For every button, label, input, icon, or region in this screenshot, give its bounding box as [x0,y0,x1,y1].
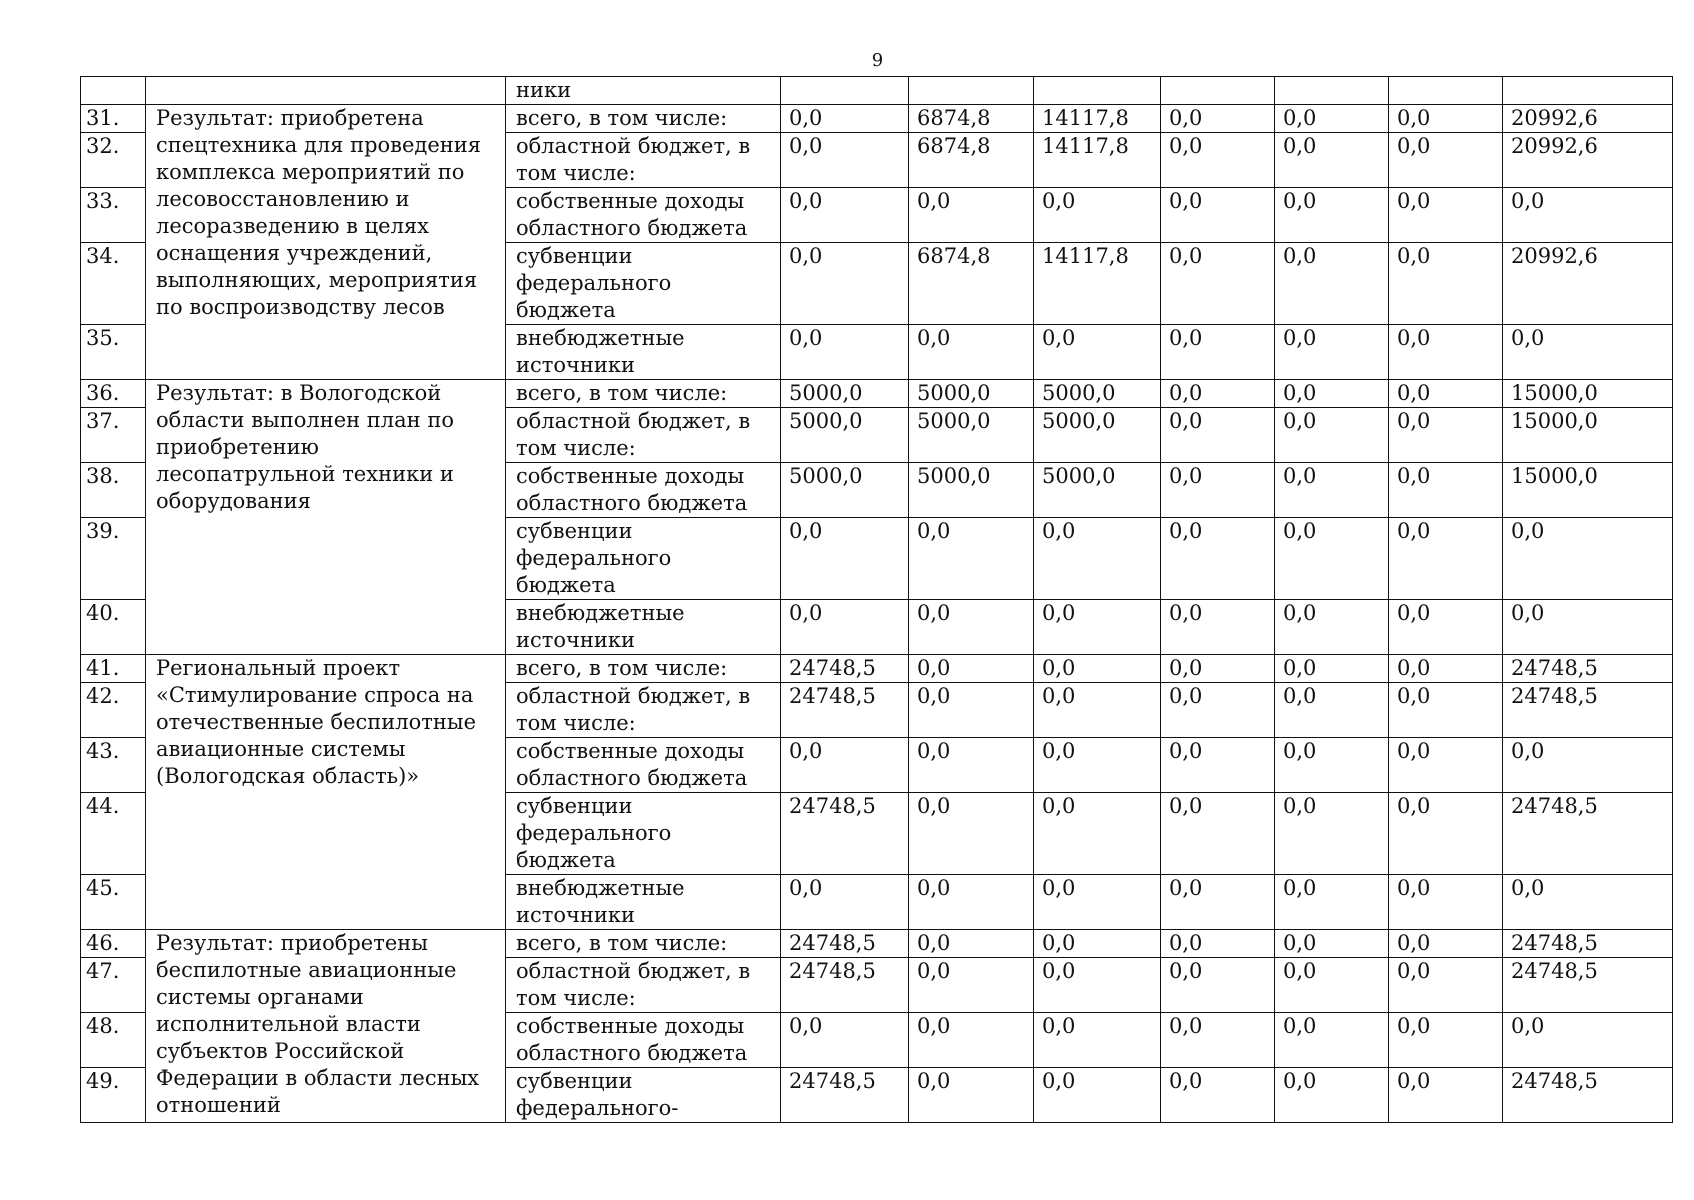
value-cell: 0,0 [1161,600,1275,655]
value-cell: 0,0 [1275,958,1389,1013]
value-cell: 6874,8 [909,133,1034,188]
value-cell: 0,0 [781,243,909,325]
value-cell: 0,0 [1034,738,1161,793]
value-cell: 0,0 [909,793,1034,875]
value-cell: 0,0 [1034,600,1161,655]
value-cell: 5000,0 [781,408,909,463]
table-row [81,655,1673,683]
value-cell: 0,0 [1389,463,1503,518]
value-cell: 20992,6 [1503,105,1673,133]
value-cell: 24748,5 [1503,958,1673,1013]
value-cell: 0,0 [1034,683,1161,738]
value-cell: 0,0 [1275,188,1389,243]
value-cell: 15000,0 [1503,463,1673,518]
value-cell: 14117,8 [1034,105,1161,133]
value-cell: 24748,5 [781,958,909,1013]
value-cell: 0,0 [781,105,909,133]
source-cell: внебюджетные источники [506,600,781,655]
value-cell: 0,0 [1389,243,1503,325]
description-cell: Результат: приобретена спецтехника для проведения комплекса мероприятий по лесовосстановлению и лесоразведению в целях оснащения учреждений, выполняющих, мероприятия по воспроизводству лесов [146,105,506,380]
value-cell: 0,0 [1161,133,1275,188]
value-cell: 0,0 [781,325,909,380]
value-cell: 0,0 [1389,655,1503,683]
value-cell [1034,77,1161,105]
description-cell: Результат: приобретены беспилотные авиационные системы органами исполнительной власти субъектов Российской Федерации в области лесных отношений [146,930,506,1123]
value-cell: 0,0 [781,600,909,655]
value-cell: 0,0 [1275,875,1389,930]
value-cell: 0,0 [909,1013,1034,1068]
budget-table [80,76,1673,1123]
value-cell: 0,0 [1389,1013,1503,1068]
value-cell: 0,0 [1161,325,1275,380]
description-cell [146,77,506,105]
value-cell: 0,0 [1161,105,1275,133]
value-cell: 0,0 [909,958,1034,1013]
value-cell: 0,0 [1275,380,1389,408]
value-cell: 0,0 [1161,793,1275,875]
source-cell: субвенции федерального- [506,1068,781,1123]
value-cell: 5000,0 [1034,380,1161,408]
value-cell [1275,77,1389,105]
page-number: 9 [871,50,884,71]
value-cell: 0,0 [1161,463,1275,518]
value-cell: 0,0 [1161,655,1275,683]
value-cell: 0,0 [1503,325,1673,380]
value-cell [909,77,1034,105]
value-cell: 0,0 [1161,380,1275,408]
row-number-cell: 31. [81,105,146,133]
value-cell: 0,0 [1161,875,1275,930]
value-cell: 0,0 [1161,188,1275,243]
value-cell: 5000,0 [909,463,1034,518]
source-cell: собственные доходы областного бюджета [506,188,781,243]
source-cell: всего, в том числе: [506,105,781,133]
row-number-cell: 44. [81,793,146,875]
value-cell: 0,0 [1034,1013,1161,1068]
value-cell: 24748,5 [1503,1068,1673,1123]
value-cell: 15000,0 [1503,408,1673,463]
table-row-continuation [81,77,1673,105]
value-cell: 0,0 [781,875,909,930]
value-cell: 0,0 [1034,655,1161,683]
value-cell: 15000,0 [1503,380,1673,408]
value-cell: 24748,5 [1503,683,1673,738]
row-number-cell [81,77,146,105]
value-cell: 0,0 [1389,325,1503,380]
value-cell: 0,0 [1503,875,1673,930]
value-cell: 5000,0 [909,408,1034,463]
value-cell: 0,0 [1161,243,1275,325]
source-cell: областной бюджет, в том числе: [506,958,781,1013]
row-number-cell: 47. [81,958,146,1013]
row-number-cell: 35. [81,325,146,380]
value-cell: 5000,0 [781,463,909,518]
value-cell: 0,0 [1034,930,1161,958]
value-cell: 0,0 [1389,518,1503,600]
value-cell: 0,0 [909,683,1034,738]
value-cell: 14117,8 [1034,133,1161,188]
value-cell: 0,0 [1275,1013,1389,1068]
value-cell: 5000,0 [781,380,909,408]
value-cell: 20992,6 [1503,243,1673,325]
value-cell: 0,0 [1034,875,1161,930]
description-cell: Результат: в Вологодской области выполнен план по приобретению лесопатрульной техники и оборудования [146,380,506,655]
value-cell: 0,0 [1161,738,1275,793]
value-cell: 0,0 [909,518,1034,600]
row-number-cell: 41. [81,655,146,683]
row-number-cell: 36. [81,380,146,408]
row-number-cell: 48. [81,1013,146,1068]
row-number-cell: 42. [81,683,146,738]
value-cell: 0,0 [1389,105,1503,133]
value-cell: 0,0 [1389,930,1503,958]
value-cell: 0,0 [1275,1068,1389,1123]
value-cell: 0,0 [1503,188,1673,243]
value-cell: 0,0 [1275,463,1389,518]
value-cell: 5000,0 [1034,463,1161,518]
table-row [81,380,1673,408]
value-cell: 0,0 [781,188,909,243]
value-cell: 0,0 [1275,738,1389,793]
value-cell: 0,0 [909,188,1034,243]
source-cell: внебюджетные источники [506,875,781,930]
value-cell: 0,0 [1161,1013,1275,1068]
value-cell [781,77,909,105]
value-cell: 6874,8 [909,105,1034,133]
value-cell: 0,0 [1275,518,1389,600]
value-cell: 0,0 [1034,188,1161,243]
source-cell: внебюджетные источники [506,325,781,380]
value-cell: 0,0 [1389,683,1503,738]
source-cell: собственные доходы областного бюджета [506,738,781,793]
source-cell: всего, в том числе: [506,930,781,958]
value-cell: 0,0 [781,738,909,793]
source-cell: собственные доходы областного бюджета [506,1013,781,1068]
value-cell: 0,0 [909,738,1034,793]
value-cell: 24748,5 [781,655,909,683]
value-cell: 24748,5 [781,930,909,958]
value-cell: 0,0 [1275,793,1389,875]
value-cell: 14117,8 [1034,243,1161,325]
value-cell: 24748,5 [1503,793,1673,875]
value-cell: 0,0 [1389,133,1503,188]
value-cell [1389,77,1503,105]
value-cell: 0,0 [1161,930,1275,958]
source-cell: всего, в том числе: [506,655,781,683]
value-cell: 0,0 [1389,600,1503,655]
row-number-cell: 45. [81,875,146,930]
value-cell: 0,0 [1275,325,1389,380]
value-cell: 0,0 [781,1013,909,1068]
value-cell: 0,0 [1161,1068,1275,1123]
table-row [81,930,1673,958]
value-cell: 0,0 [909,1068,1034,1123]
row-number-cell: 46. [81,930,146,958]
table-row [81,105,1673,133]
value-cell: 0,0 [781,133,909,188]
value-cell: 0,0 [1389,738,1503,793]
source-cell: всего, в том числе: [506,380,781,408]
row-number-cell: 49. [81,1068,146,1123]
value-cell: 0,0 [1275,930,1389,958]
value-cell: 0,0 [909,600,1034,655]
value-cell: 5000,0 [909,380,1034,408]
value-cell: 0,0 [1503,518,1673,600]
value-cell: 20992,6 [1503,133,1673,188]
value-cell: 0,0 [1389,1068,1503,1123]
row-number-cell: 43. [81,738,146,793]
row-number-cell: 33. [81,188,146,243]
row-number-cell: 38. [81,463,146,518]
row-number-cell: 39. [81,518,146,600]
value-cell: 24748,5 [781,683,909,738]
description-cell: Региональный проект «Стимулирование спроса на отечественные беспилотные авиационные системы (Вологодская область)» [146,655,506,930]
value-cell: 0,0 [1275,243,1389,325]
value-cell: 0,0 [1275,133,1389,188]
value-cell: 0,0 [1034,1068,1161,1123]
value-cell: 0,0 [1503,1013,1673,1068]
value-cell: 0,0 [909,325,1034,380]
value-cell [1161,77,1275,105]
value-cell: 0,0 [909,930,1034,958]
value-cell: 24748,5 [1503,655,1673,683]
value-cell: 0,0 [1503,600,1673,655]
value-cell: 0,0 [1161,683,1275,738]
value-cell: 0,0 [1034,958,1161,1013]
value-cell: 5000,0 [1034,408,1161,463]
value-cell: 0,0 [909,875,1034,930]
source-cell: субвенции федерального бюджета [506,793,781,875]
value-cell: 0,0 [1389,380,1503,408]
value-cell: 0,0 [1034,325,1161,380]
value-cell: 24748,5 [1503,930,1673,958]
value-cell: 0,0 [909,655,1034,683]
source-cell: субвенции федерального бюджета [506,243,781,325]
source-cell: областной бюджет, в том числе: [506,133,781,188]
value-cell: 0,0 [1034,518,1161,600]
value-cell: 0,0 [1275,683,1389,738]
value-cell: 0,0 [1275,600,1389,655]
value-cell: 0,0 [781,518,909,600]
value-cell [1503,77,1673,105]
value-cell: 24748,5 [781,1068,909,1123]
row-number-cell: 32. [81,133,146,188]
value-cell: 0,0 [1161,408,1275,463]
value-cell: 0,0 [1389,875,1503,930]
value-cell: 0,0 [1389,793,1503,875]
value-cell: 0,0 [1275,408,1389,463]
source-cell: ники [506,77,781,105]
source-cell: субвенции федерального бюджета [506,518,781,600]
value-cell: 0,0 [1389,188,1503,243]
source-cell: собственные доходы областного бюджета [506,463,781,518]
value-cell: 0,0 [1161,958,1275,1013]
row-number-cell: 34. [81,243,146,325]
value-cell: 0,0 [1389,408,1503,463]
value-cell: 0,0 [1389,958,1503,1013]
value-cell: 0,0 [1503,738,1673,793]
row-number-cell: 37. [81,408,146,463]
value-cell: 24748,5 [781,793,909,875]
value-cell: 0,0 [1034,793,1161,875]
value-cell: 6874,8 [909,243,1034,325]
value-cell: 0,0 [1275,655,1389,683]
source-cell: областной бюджет, в том числе: [506,408,781,463]
value-cell: 0,0 [1275,105,1389,133]
row-number-cell: 40. [81,600,146,655]
value-cell: 0,0 [1161,518,1275,600]
source-cell: областной бюджет, в том числе: [506,683,781,738]
